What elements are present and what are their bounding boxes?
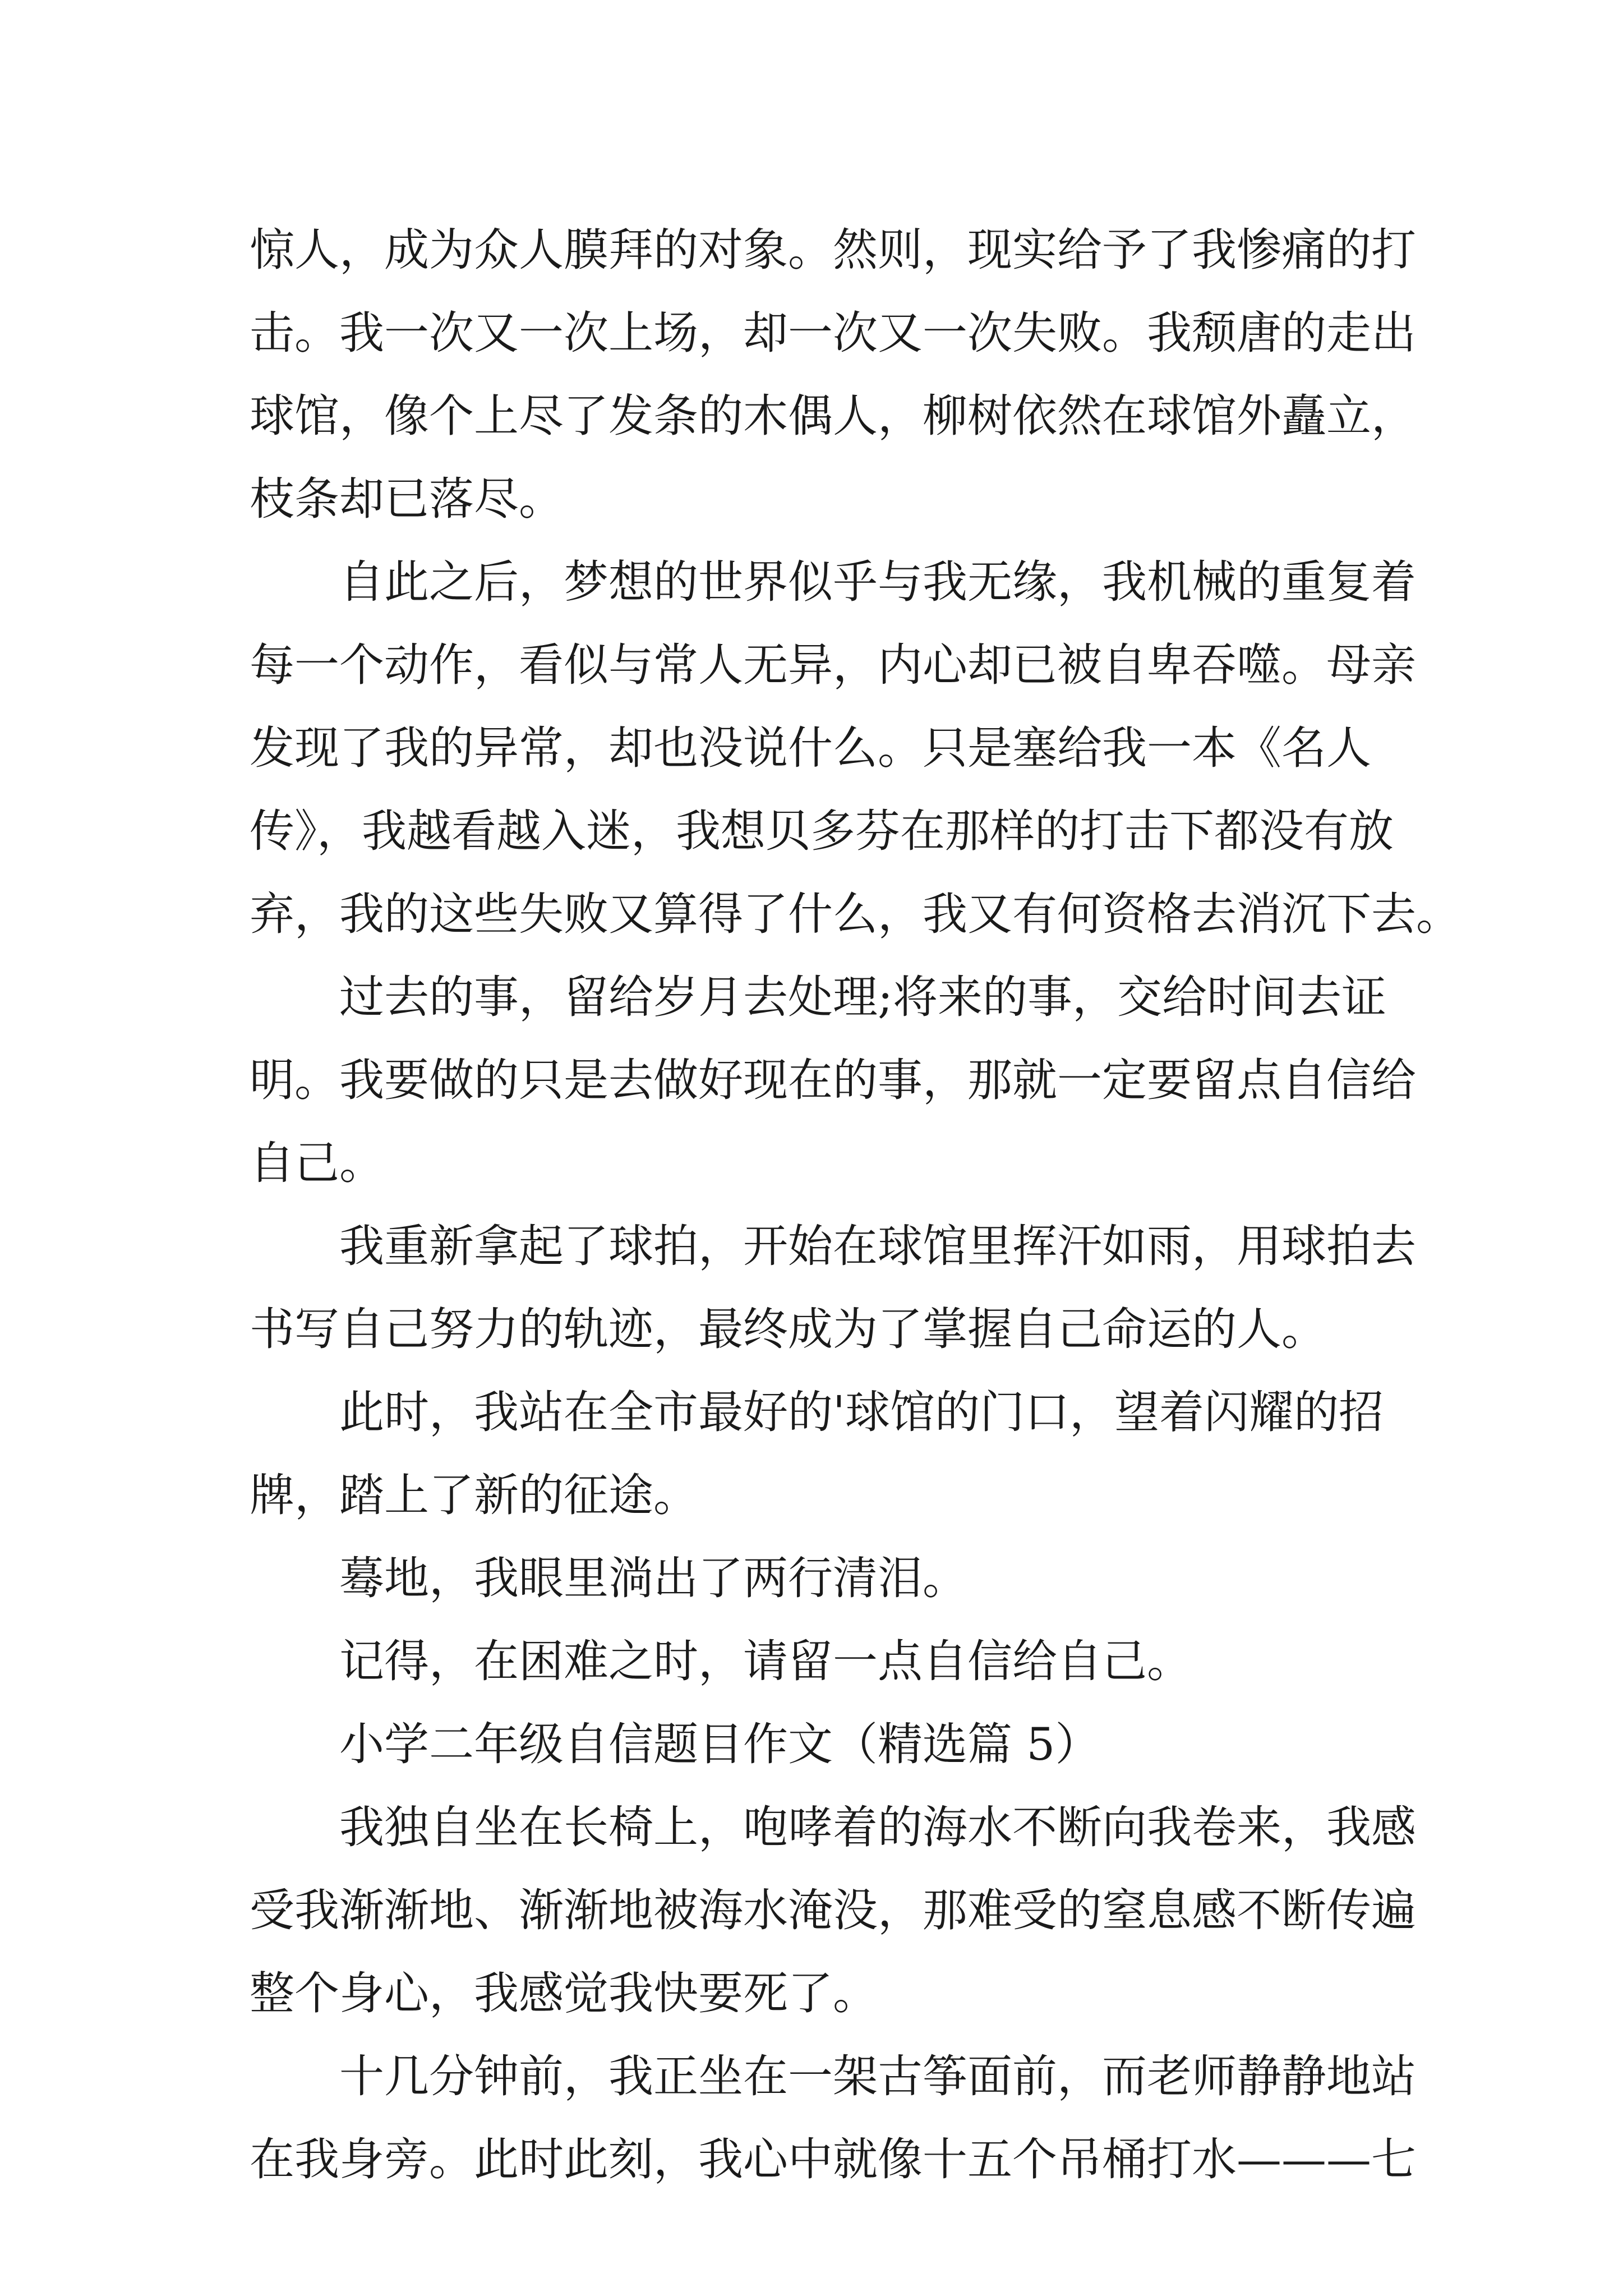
text-line: 自此之后，梦想的世界似乎与我无缘，我机械的重复着: [339, 556, 1416, 608]
paragraph: [250, 209, 1416, 541]
text-line: 在我身旁。此时此刻，我心中就像十五个吊桶打水———七: [250, 2133, 1416, 2185]
text-line: 小学二年级自信题目作文（精选篇 5）: [339, 1718, 1100, 1770]
text-line: 明。我要做的只是去做好现在的事，那就一定要留点自信给: [250, 1054, 1416, 1106]
paragraph: [250, 541, 1461, 956]
body-text: [250, 209, 1461, 2201]
paragraph: [250, 1703, 1394, 1786]
paragraph: [250, 1205, 1416, 1371]
paragraph: [250, 2035, 1416, 2201]
text-line: 发现了我的异常，却也没说什么。只是塞给我一本《名人: [250, 722, 1371, 774]
paragraph: [250, 1786, 1416, 2035]
text-line: 此时，我站在全市最好的'球馆的门口，望着闪耀的招: [339, 1386, 1384, 1438]
text-line: 整个身心，我感觉我快要死了。: [250, 1967, 878, 2019]
paragraph: [250, 1537, 1394, 1620]
text-line: 击。我一次又一次上场，却一次又一次失败。我颓唐的走出: [250, 307, 1416, 359]
text-line: 球馆，像个上尽了发条的木偶人，柳树依然在球馆外矗立，: [250, 390, 1416, 442]
text-line: 惊人，成为众人膜拜的对象。然则，现实给予了我惨痛的打: [250, 224, 1416, 276]
text-line: 记得，在困难之时，请留一点自信给自己。: [339, 1635, 1192, 1687]
text-line: 牌，踏上了新的征途。: [250, 1469, 698, 1521]
text-line: 蓦地，我眼里淌出了两行清泪。: [339, 1552, 967, 1604]
text-line: 每一个动作，看似与常人无异，内心却已被自卑吞噬。母亲: [250, 639, 1416, 691]
text-line: 过去的事，留给岁月去处理;将来的事，交给时间去证: [339, 971, 1386, 1023]
text-line: 我重新拿起了球拍，开始在球馆里挥汗如雨，用球拍去: [339, 1220, 1416, 1272]
text-line: 弃，我的这些失败又算得了什么，我又有何资格去消沉下去。: [250, 888, 1461, 940]
paragraph: [250, 1620, 1394, 1703]
text-line: 受我渐渐地、渐渐地被海水淹没，那难受的窒息感不断传遍: [250, 1884, 1416, 1936]
text-line: 我独自坐在长椅上，咆哮着的海水不断向我卷来，我感: [339, 1801, 1416, 1853]
text-line: 书写自己努力的轨迹，最终成为了掌握自己命运的人。: [250, 1303, 1326, 1355]
text-line: 自己。: [250, 1137, 384, 1189]
paragraph: [250, 956, 1416, 1205]
text-line: 十几分钟前，我正坐在一架古筝面前，而老师静静地站: [339, 2050, 1416, 2102]
paragraph: [250, 1371, 1394, 1537]
text-line: 枝条却已落尽。: [250, 473, 564, 525]
text-line: 传》，我越看越入迷，我想贝多芬在那样的打击下都没有放: [250, 805, 1394, 857]
